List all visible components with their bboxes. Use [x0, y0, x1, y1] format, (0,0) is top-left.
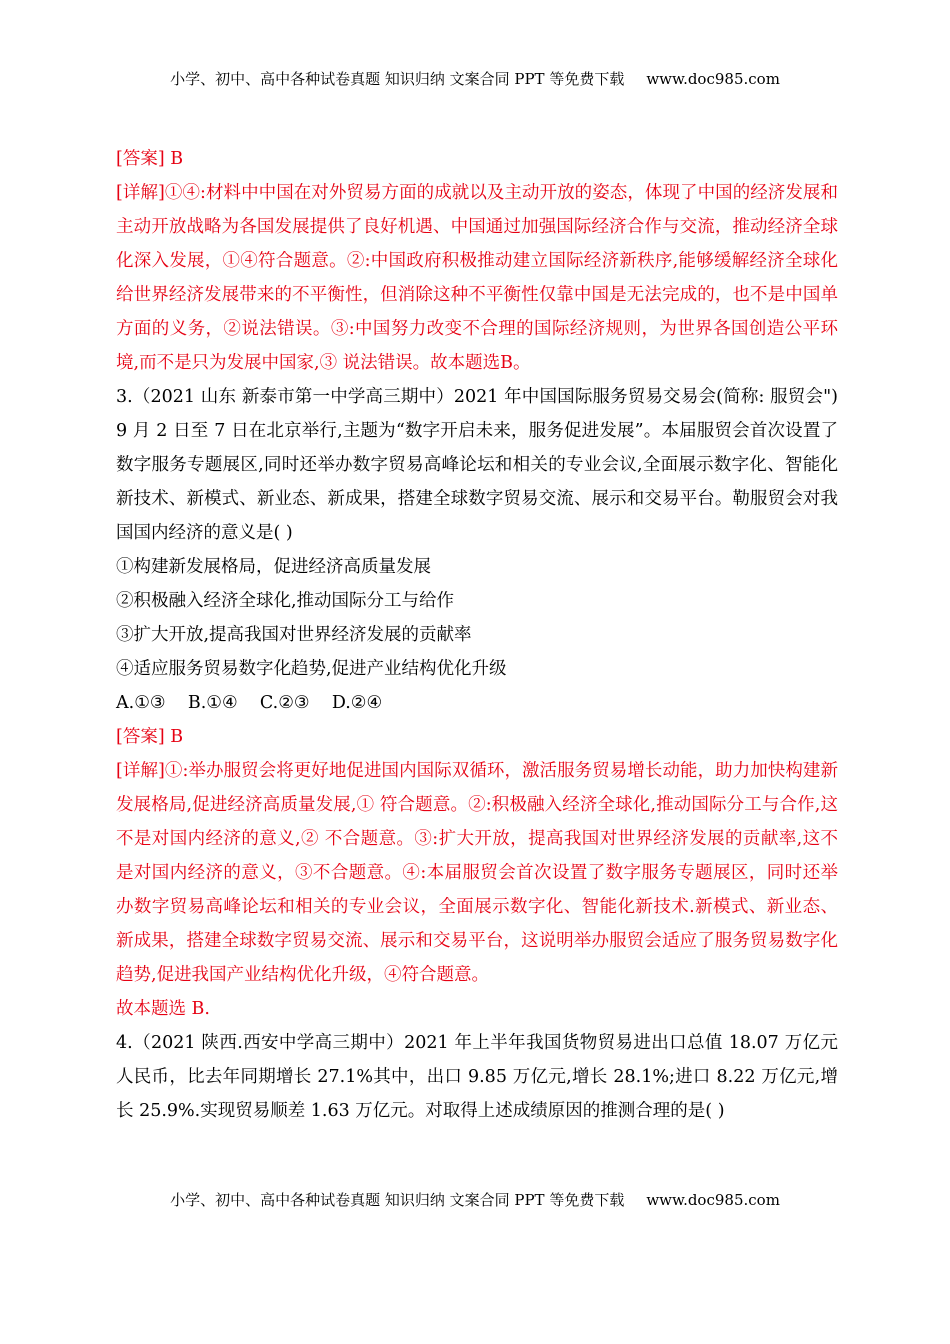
q3-conclusion: 故本题选 B. — [116, 999, 210, 1019]
page-footer — [0, 1190, 950, 1210]
q2-answer: [答案] B — [116, 149, 184, 169]
q3-options: A.①③ B.①④ C.②③ D.②④ — [116, 693, 383, 713]
q3-item-4: ④适应服务贸易数字化趋势,促进产业结构优化升级 — [116, 659, 507, 679]
header-text: 小学、初中、高中各种试卷真题 知识归纳 文案合同 PPT 等免费下载 — [170, 70, 625, 88]
document-body — [116, 142, 838, 1128]
q4-stem: 4.（2021 陕西.西安中学高三期中）2021 年上半年我国货物贸易进出口总值 18.07 万亿元人民币，比去年同期增长 27.1%其中，出口 9.85 万亿元,增长 28.1%;进口 8.22 万亿元,增长 25.9%.实现贸易顺差 1.63 万亿元。对取得上述成绩原因的推测合理的是( ) — [116, 1033, 838, 1121]
q2-detail: [详解]①④:材料中中国在对外贸易方面的成就以及主动开放的姿态，体现了中国的经济发展和主动开放战略为各国发展提供了良好机遇、中国通过加强国际经济合作与交流，推动经济全球化深入发展，①④符合题意。②:中国政府积极推动建立国际经济新秩序,能够缓解经济全球化给世界经济发展带来的不平衡性，但消除这种不平衡性仅靠中国是无法完成的，也不是中国单方面的义务，②说法错误。③:中国努力改变不合理的国际经济规则，为世界各国创造公平环境,而不是只为发展中国家,③ 说法错误。故本题选B。 — [116, 183, 838, 373]
footer-text: 小学、初中、高中各种试卷真题 知识归纳 文案合同 PPT 等免费下载 — [170, 1191, 625, 1209]
q3-item-2: ②积极融入经济全球化,推动国际分工与给作 — [116, 591, 455, 611]
q3-detail: [详解]①:举办服贸会将更好地促进国内国际双循环，激活服务贸易增长动能，助力加快构建新发展格局,促进经济高质量发展,① 符合题意。②:积极融入经济全球化,推动国际分工与合作,这不是对国内经济的意义,② 不合题意。③:扩大开放，提高我国对世界经济发展的贡献率,这不是对国内经济的意义，③不合题意。④:本届服贸会首次设置了数字服务专题展区，同时还举办数字贸易高峰论坛和相关的专业会议，全面展示数字化、智能化新技术.新模式、新业态、新成果，搭建全球数字贸易交流、展示和交易平台，这说明举办服贸会适应了服务贸易数字化趋势,促进我国产业结构优化升级，④符合题意。 — [116, 761, 838, 985]
q3-item-3: ③扩大开放,提高我国对世界经济发展的贡献率 — [116, 625, 472, 645]
q3-stem: 3.（2021 山东 新泰市第一中学高三期中）2021 年中国国际服务贸易交易会(简称: 服贸会") 9 月 2 日至 7 日在北京举行,主题为“数字开启未来，服务促进发展”。本届服贸会首次设置了数字服务专题展区,同时还举办数字贸易高峰论坛和相关的专业会议,全面展示数字化、智能化新技术、新模式、新业态、新成果，搭建全球数字贸易交流、展示和交易平台。勒服贸会对我国国内经济的意义是( ) — [116, 387, 838, 543]
q3-answer: [答案] B — [116, 727, 184, 747]
header-url: www.doc985.com — [646, 70, 780, 88]
q3-item-1: ①构建新发展格局，促进经济高质量发展 — [116, 557, 431, 577]
page-header — [0, 69, 950, 89]
footer-url: www.doc985.com — [646, 1191, 780, 1209]
